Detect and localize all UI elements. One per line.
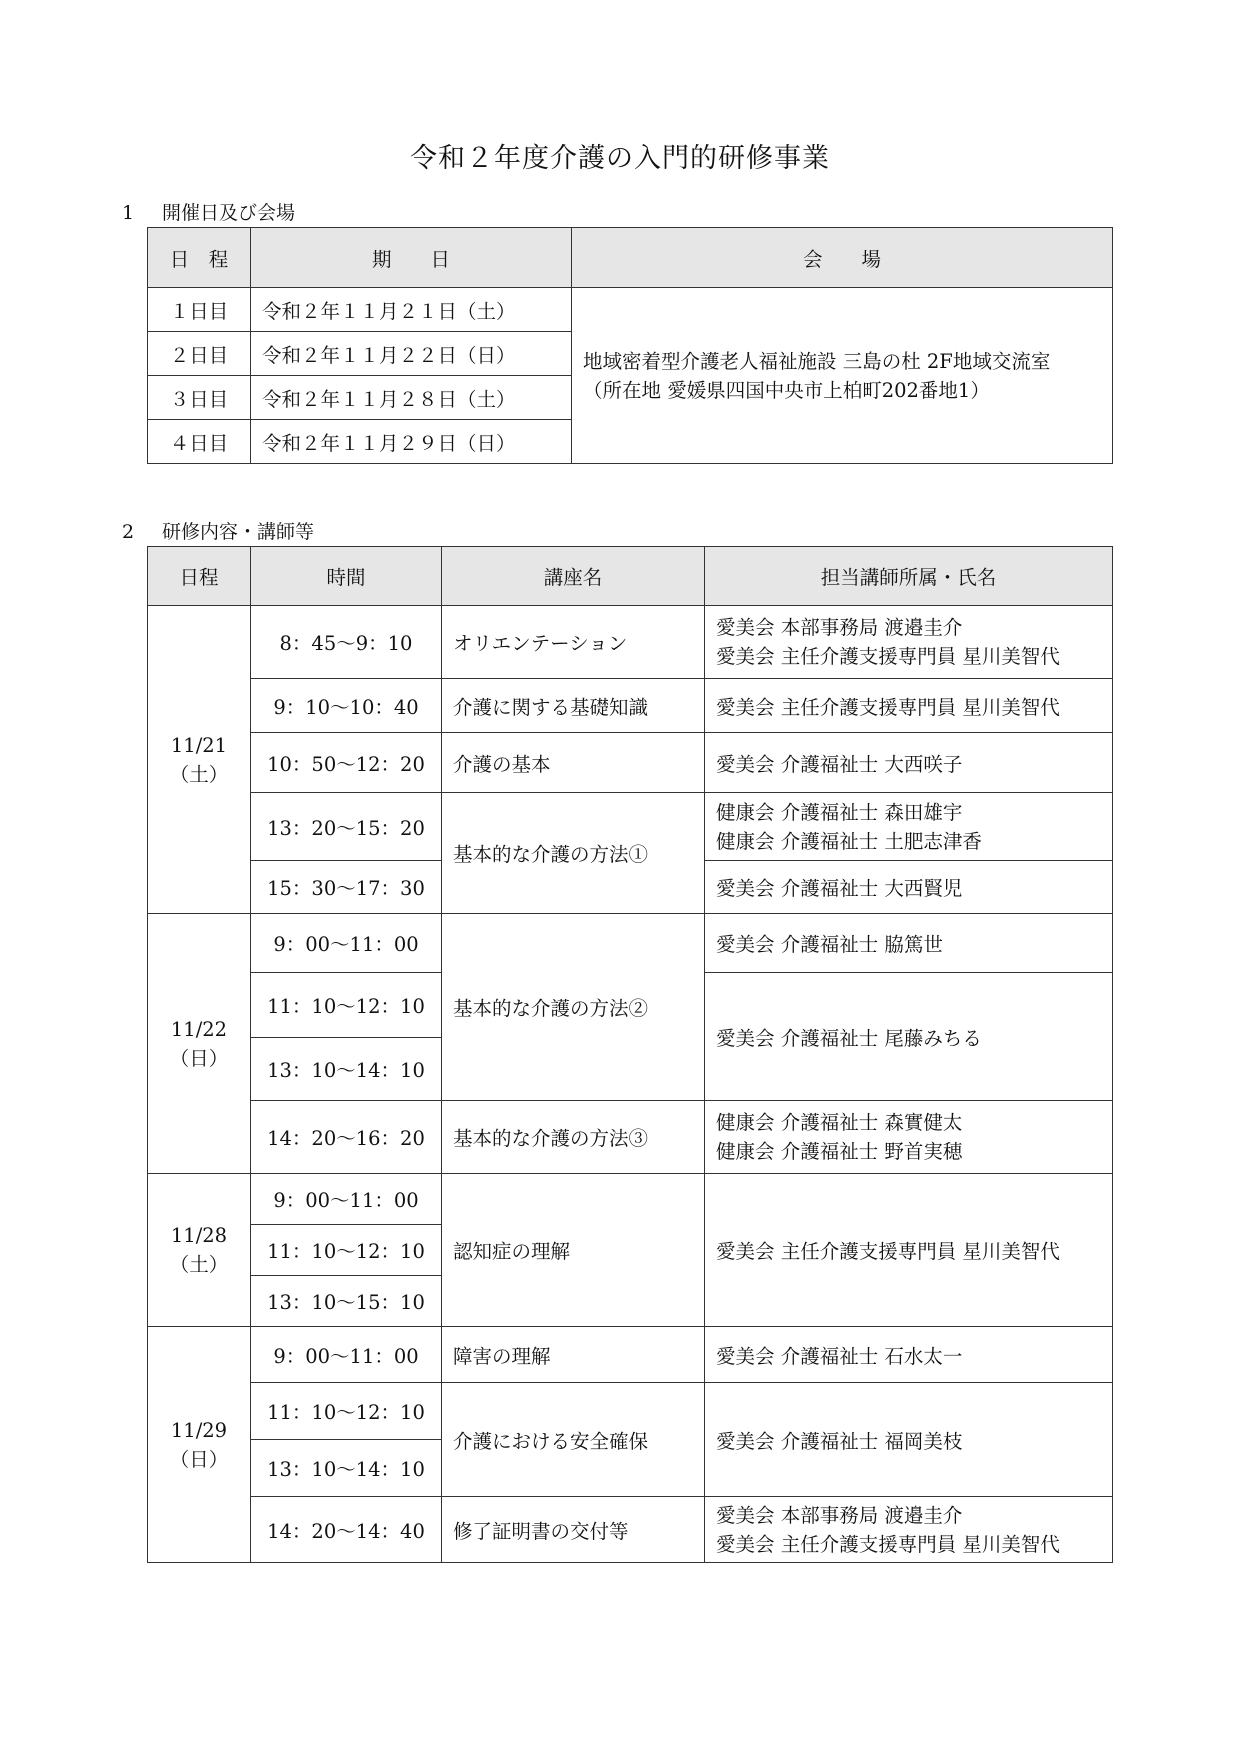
day-label: ３日目 bbox=[148, 376, 251, 420]
time-slot: 9：10～10：40 bbox=[251, 679, 442, 733]
header-date: 期 日 bbox=[251, 228, 572, 288]
lecturer-name: 愛美会 介護福祉士 脇篤世 bbox=[705, 914, 1113, 973]
schedule-venue-table bbox=[147, 227, 1113, 464]
time-slot: 9：00～11：00 bbox=[251, 914, 442, 973]
course-name: 障害の理解 bbox=[442, 1327, 705, 1383]
course-name: 認知症の理解 bbox=[442, 1174, 705, 1327]
day-weekday: （日） bbox=[169, 1447, 229, 1471]
course-name: オリエンテーション bbox=[442, 606, 705, 679]
day-date: 11/28 bbox=[170, 1224, 228, 1247]
lecturer-cell bbox=[705, 793, 1113, 861]
table-row bbox=[148, 733, 1113, 793]
table-row bbox=[148, 1174, 1113, 1225]
day-weekday: （土） bbox=[169, 762, 229, 786]
table-row bbox=[148, 1383, 1113, 1440]
time-slot: 13：10～15：10 bbox=[251, 1276, 442, 1327]
lecturer-name: 愛美会 介護福祉士 福岡美枝 bbox=[705, 1383, 1113, 1497]
course-name: 修了証明書の交付等 bbox=[442, 1497, 705, 1563]
time-slot: 14：20～14：40 bbox=[251, 1497, 442, 1563]
course-name: 基本的な介護の方法① bbox=[442, 793, 705, 914]
lecturer-cell bbox=[705, 1497, 1113, 1563]
time-slot: 13：10～14：10 bbox=[251, 1440, 442, 1497]
day-cell bbox=[148, 1327, 251, 1563]
lecturer-name: 愛美会 本部事務局 渡邉圭介 bbox=[716, 1503, 963, 1527]
lecturer-name: 愛美会 主任介護支援専門員 星川美智代 bbox=[705, 1174, 1113, 1327]
table-row bbox=[148, 1327, 1113, 1383]
table-row bbox=[148, 606, 1113, 679]
time-slot: 9：00～11：00 bbox=[251, 1327, 442, 1383]
day-weekday: （土） bbox=[169, 1253, 229, 1276]
date-value: 令和２年１１月２８日（土） bbox=[251, 376, 572, 420]
table-row bbox=[148, 793, 1113, 861]
venue-address: （所在地 愛媛県四国中央市上柏町202番地1） bbox=[583, 378, 990, 402]
time-slot: 13：20～15：20 bbox=[251, 793, 442, 861]
header-date: 日程 bbox=[148, 547, 251, 606]
venue-name: 地域密着型介護老人福祉施設 三島の杜 2F地域交流室 bbox=[583, 349, 1051, 373]
day-date: 11/22 bbox=[170, 1017, 228, 1041]
course-name: 基本的な介護の方法② bbox=[442, 914, 705, 1101]
table-row bbox=[148, 679, 1113, 733]
lecturer-name: 愛美会 介護福祉士 大西咲子 bbox=[705, 733, 1113, 793]
lecturer-name: 愛美会 主任介護支援専門員 星川美智代 bbox=[705, 679, 1113, 733]
day-label: ４日目 bbox=[148, 420, 251, 464]
lecturer-name: 愛美会 介護福祉士 石水太一 bbox=[705, 1327, 1113, 1383]
time-slot: 9：00～11：00 bbox=[251, 1174, 442, 1225]
date-value: 令和２年１１月２２日（日） bbox=[251, 332, 572, 376]
time-slot: 11：10～12：10 bbox=[251, 1383, 442, 1440]
table-row bbox=[148, 288, 1113, 332]
lecturer-name: 愛美会 介護福祉士 尾藤みちる bbox=[705, 973, 1113, 1101]
section-2-title: 研修内容・講師等 bbox=[162, 521, 315, 543]
table-row bbox=[148, 1497, 1113, 1563]
lecturer-name: 愛美会 主任介護支援専門員 星川美智代 bbox=[716, 1532, 1060, 1556]
time-slot: 13：10～14：10 bbox=[251, 1038, 442, 1101]
time-slot: 14：20～16：20 bbox=[251, 1101, 442, 1174]
course-name: 介護の基本 bbox=[442, 733, 705, 793]
day-cell bbox=[148, 606, 251, 914]
day-cell bbox=[148, 914, 251, 1174]
date-value: 令和２年１１月２１日（土） bbox=[251, 288, 572, 332]
course-name: 基本的な介護の方法③ bbox=[442, 1101, 705, 1174]
section-1-heading bbox=[122, 198, 295, 225]
time-slot: 11：10～12：10 bbox=[251, 973, 442, 1038]
curriculum-table bbox=[147, 546, 1113, 1563]
day-date: 11/21 bbox=[170, 733, 228, 757]
time-slot: 11：10～12：10 bbox=[251, 1225, 442, 1276]
section-2-heading bbox=[122, 517, 314, 544]
day-cell bbox=[148, 1174, 251, 1327]
table-row bbox=[148, 914, 1113, 973]
header-time: 時間 bbox=[251, 547, 442, 606]
day-date: 11/29 bbox=[170, 1418, 228, 1442]
header-course: 講座名 bbox=[442, 547, 705, 606]
document-title: 令和２年度介護の入門的研修事業 bbox=[410, 143, 830, 174]
lecturer-name: 健康会 介護福祉士 森實健太 bbox=[716, 1111, 963, 1134]
lecturer-cell bbox=[705, 606, 1113, 679]
lecturer-name: 愛美会 主任介護支援専門員 星川美智代 bbox=[716, 645, 1060, 668]
lecturer-name: 健康会 介護福祉士 野首実穂 bbox=[716, 1140, 963, 1163]
time-slot: 10：50～12：20 bbox=[251, 733, 442, 793]
course-name: 介護に関する基礎知識 bbox=[442, 679, 705, 733]
day-label: ２日目 bbox=[148, 332, 251, 376]
header-venue: 会 場 bbox=[572, 228, 1113, 288]
day-weekday: （日） bbox=[169, 1046, 229, 1070]
lecturer-name: 愛美会 本部事務局 渡邉圭介 bbox=[716, 616, 963, 639]
section-1-title: 開催日及び会場 bbox=[162, 202, 296, 224]
section-2-number: 2 bbox=[122, 521, 135, 543]
day-label: １日目 bbox=[148, 288, 251, 332]
venue-cell bbox=[572, 288, 1113, 464]
table-row bbox=[148, 1101, 1113, 1174]
date-value: 令和２年１１月２９日（日） bbox=[251, 420, 572, 464]
time-slot: 15：30～17：30 bbox=[251, 861, 442, 914]
course-name: 介護における安全確保 bbox=[442, 1383, 705, 1497]
time-slot: 8：45～9：10 bbox=[251, 606, 442, 679]
section-1-number: 1 bbox=[122, 202, 135, 224]
header-lecturer: 担当講師所属・氏名 bbox=[705, 547, 1113, 606]
lecturer-cell bbox=[705, 1101, 1113, 1174]
lecturer-name: 愛美会 介護福祉士 大西賢児 bbox=[705, 861, 1113, 914]
lecturer-name: 健康会 介護福祉士 森田雄宇 bbox=[716, 800, 963, 824]
lecturer-name: 健康会 介護福祉士 土肥志津香 bbox=[716, 829, 982, 853]
header-day: 日 程 bbox=[148, 228, 251, 288]
